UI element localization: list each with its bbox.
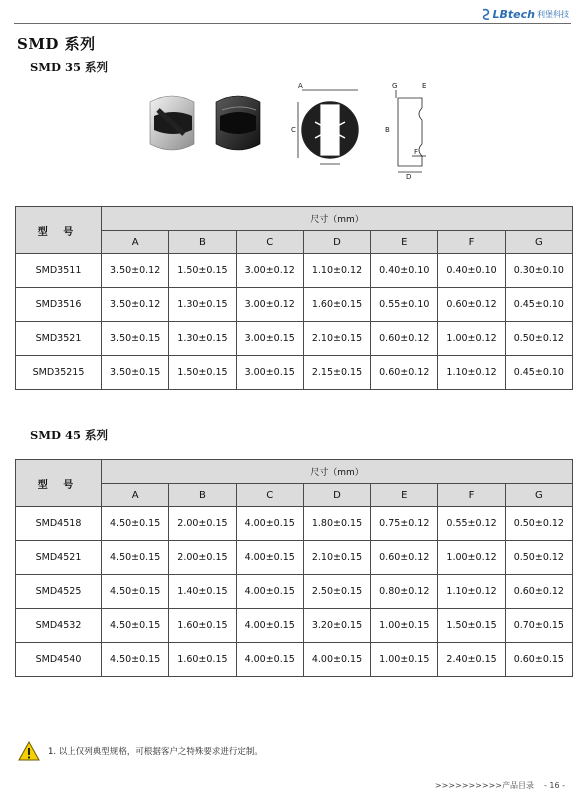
table-cell: 1.60±0.15 <box>169 643 236 677</box>
page-footer <box>435 780 565 791</box>
column-header-g: G <box>505 484 572 507</box>
logo-swirl-icon <box>481 8 491 20</box>
model-cell: SMD4532 <box>16 609 102 643</box>
inductor-photo-1 <box>150 96 194 150</box>
table-row <box>16 575 573 609</box>
dimension-header: 尺寸（mm） <box>102 207 573 231</box>
table-cell: 4.00±0.15 <box>236 541 303 575</box>
table-cell: 3.00±0.12 <box>236 288 303 322</box>
model-header: 型 号 <box>16 460 102 507</box>
header-divider <box>14 23 571 24</box>
table-cell: 1.00±0.15 <box>371 643 438 677</box>
table-cell: 0.50±0.12 <box>505 322 572 356</box>
column-header-b: B <box>169 231 236 254</box>
brand-name-cn: 利堡科技 <box>537 9 569 19</box>
dimension-drawing-front <box>298 90 358 164</box>
column-header-e: E <box>371 484 438 507</box>
smd45-spec-table <box>15 459 573 677</box>
product-illustrations <box>130 80 450 180</box>
table-cell: 4.50±0.15 <box>102 643 169 677</box>
column-header-g: G <box>505 231 572 254</box>
table-cell: 0.50±0.12 <box>505 507 572 541</box>
table-cell: 0.30±0.10 <box>505 254 572 288</box>
table-cell: 2.00±0.15 <box>169 507 236 541</box>
table-cell: 0.40±0.10 <box>438 254 505 288</box>
table-cell: 2.00±0.15 <box>169 541 236 575</box>
table-cell: 4.50±0.15 <box>102 507 169 541</box>
section-45-title: SMD 45 系列 <box>30 428 109 442</box>
drawing-label-b: B <box>385 126 390 134</box>
table-cell: 1.50±0.15 <box>169 254 236 288</box>
table-row <box>16 507 573 541</box>
table-cell: 0.80±0.12 <box>371 575 438 609</box>
table-cell: 0.45±0.10 <box>505 288 572 322</box>
table-cell: 0.60±0.12 <box>371 356 438 390</box>
table-cell: 3.50±0.12 <box>102 254 169 288</box>
inductor-photo-2 <box>216 96 260 150</box>
smd35-spec-table <box>15 206 573 390</box>
table-cell: 4.50±0.15 <box>102 541 169 575</box>
column-header-f: F <box>438 484 505 507</box>
table-cell: 4.00±0.15 <box>303 643 370 677</box>
table-cell: 0.55±0.12 <box>438 507 505 541</box>
table-cell: 1.00±0.12 <box>438 541 505 575</box>
table-cell: 4.00±0.15 <box>236 609 303 643</box>
model-cell: SMD35215 <box>16 356 102 390</box>
table-cell: 1.10±0.12 <box>438 575 505 609</box>
drawing-label-c: C <box>291 126 296 134</box>
table-cell: 0.60±0.15 <box>505 643 572 677</box>
dimension-header: 尺寸（mm） <box>102 460 573 484</box>
table-row <box>16 322 573 356</box>
table-cell: 1.60±0.15 <box>169 609 236 643</box>
table-cell: 1.40±0.15 <box>169 575 236 609</box>
table-cell: 1.30±0.15 <box>169 322 236 356</box>
table-cell: 0.45±0.10 <box>505 356 572 390</box>
table-row <box>16 356 573 390</box>
table-cell: 2.50±0.15 <box>303 575 370 609</box>
table-cell: 3.20±0.15 <box>303 609 370 643</box>
table-row <box>16 254 573 288</box>
table-cell: 2.40±0.15 <box>438 643 505 677</box>
footnote <box>18 741 263 761</box>
table-cell: 1.00±0.15 <box>371 609 438 643</box>
column-header-c: C <box>236 484 303 507</box>
drawing-label-e: E <box>422 82 427 90</box>
table-cell: 1.00±0.12 <box>438 322 505 356</box>
table-cell: 1.10±0.12 <box>438 356 505 390</box>
table-row <box>16 609 573 643</box>
table-cell: 3.50±0.12 <box>102 288 169 322</box>
model-cell: SMD3511 <box>16 254 102 288</box>
column-header-d: D <box>303 484 370 507</box>
drawing-label-f: F <box>414 148 419 156</box>
table-cell: 2.10±0.15 <box>303 322 370 356</box>
column-header-c: C <box>236 231 303 254</box>
column-header-b: B <box>169 484 236 507</box>
table-cell: 0.50±0.12 <box>505 541 572 575</box>
catalog-link: >>>>>>>>>>产品目录 <box>434 781 534 790</box>
drawing-label-g: G <box>392 82 398 90</box>
table-cell: 4.00±0.15 <box>236 575 303 609</box>
table-cell: 0.60±0.12 <box>371 541 438 575</box>
table-cell: 2.10±0.15 <box>303 541 370 575</box>
table-cell: 1.10±0.12 <box>303 254 370 288</box>
page-title: SMD 系列 <box>17 35 96 53</box>
table-cell: 4.50±0.15 <box>102 575 169 609</box>
table-cell: 4.00±0.15 <box>236 507 303 541</box>
brand-name: LBtech <box>492 7 535 21</box>
drawing-label-a: A <box>298 82 303 90</box>
table-cell: 3.00±0.12 <box>236 254 303 288</box>
column-header-f: F <box>438 231 505 254</box>
table-cell: 3.50±0.15 <box>102 322 169 356</box>
table-cell: 3.00±0.15 <box>236 322 303 356</box>
model-cell: SMD4540 <box>16 643 102 677</box>
table-cell: 0.60±0.12 <box>438 288 505 322</box>
model-cell: SMD3516 <box>16 288 102 322</box>
model-cell: SMD3521 <box>16 322 102 356</box>
table-cell: 1.80±0.15 <box>303 507 370 541</box>
column-header-a: A <box>102 231 169 254</box>
table-cell: 1.50±0.15 <box>169 356 236 390</box>
table-cell: 1.30±0.15 <box>169 288 236 322</box>
model-cell: SMD4521 <box>16 541 102 575</box>
model-cell: SMD4518 <box>16 507 102 541</box>
drawing-label-d: D <box>406 173 412 180</box>
table-cell: 0.60±0.12 <box>505 575 572 609</box>
table-cell: 4.00±0.15 <box>236 643 303 677</box>
column-header-e: E <box>371 231 438 254</box>
section-35-title: SMD 35 系列 <box>30 60 109 74</box>
column-header-d: D <box>303 231 370 254</box>
warning-icon <box>18 741 40 761</box>
table-cell: 0.70±0.15 <box>505 609 572 643</box>
table-cell: 1.50±0.15 <box>438 609 505 643</box>
table-row <box>16 541 573 575</box>
table-cell: 2.15±0.15 <box>303 356 370 390</box>
table-cell: 0.40±0.10 <box>371 254 438 288</box>
column-header-a: A <box>102 484 169 507</box>
model-header: 型 号 <box>16 207 102 254</box>
table-cell: 0.60±0.12 <box>371 322 438 356</box>
table-cell: 4.50±0.15 <box>102 609 169 643</box>
table-row <box>16 288 573 322</box>
dimension-drawing-side <box>396 90 426 172</box>
table-cell: 0.55±0.10 <box>371 288 438 322</box>
table-cell: 0.75±0.12 <box>371 507 438 541</box>
table-row <box>16 643 573 677</box>
model-cell: SMD4525 <box>16 575 102 609</box>
brand-logo <box>481 5 569 23</box>
table-cell: 3.50±0.15 <box>102 356 169 390</box>
footnote-text: 1. 以上仅列典型规格，可根据客户之特殊要求进行定制。 <box>48 747 263 757</box>
table-cell: 1.60±0.15 <box>303 288 370 322</box>
page-number: - 16 - <box>543 781 565 790</box>
table-cell: 3.00±0.15 <box>236 356 303 390</box>
